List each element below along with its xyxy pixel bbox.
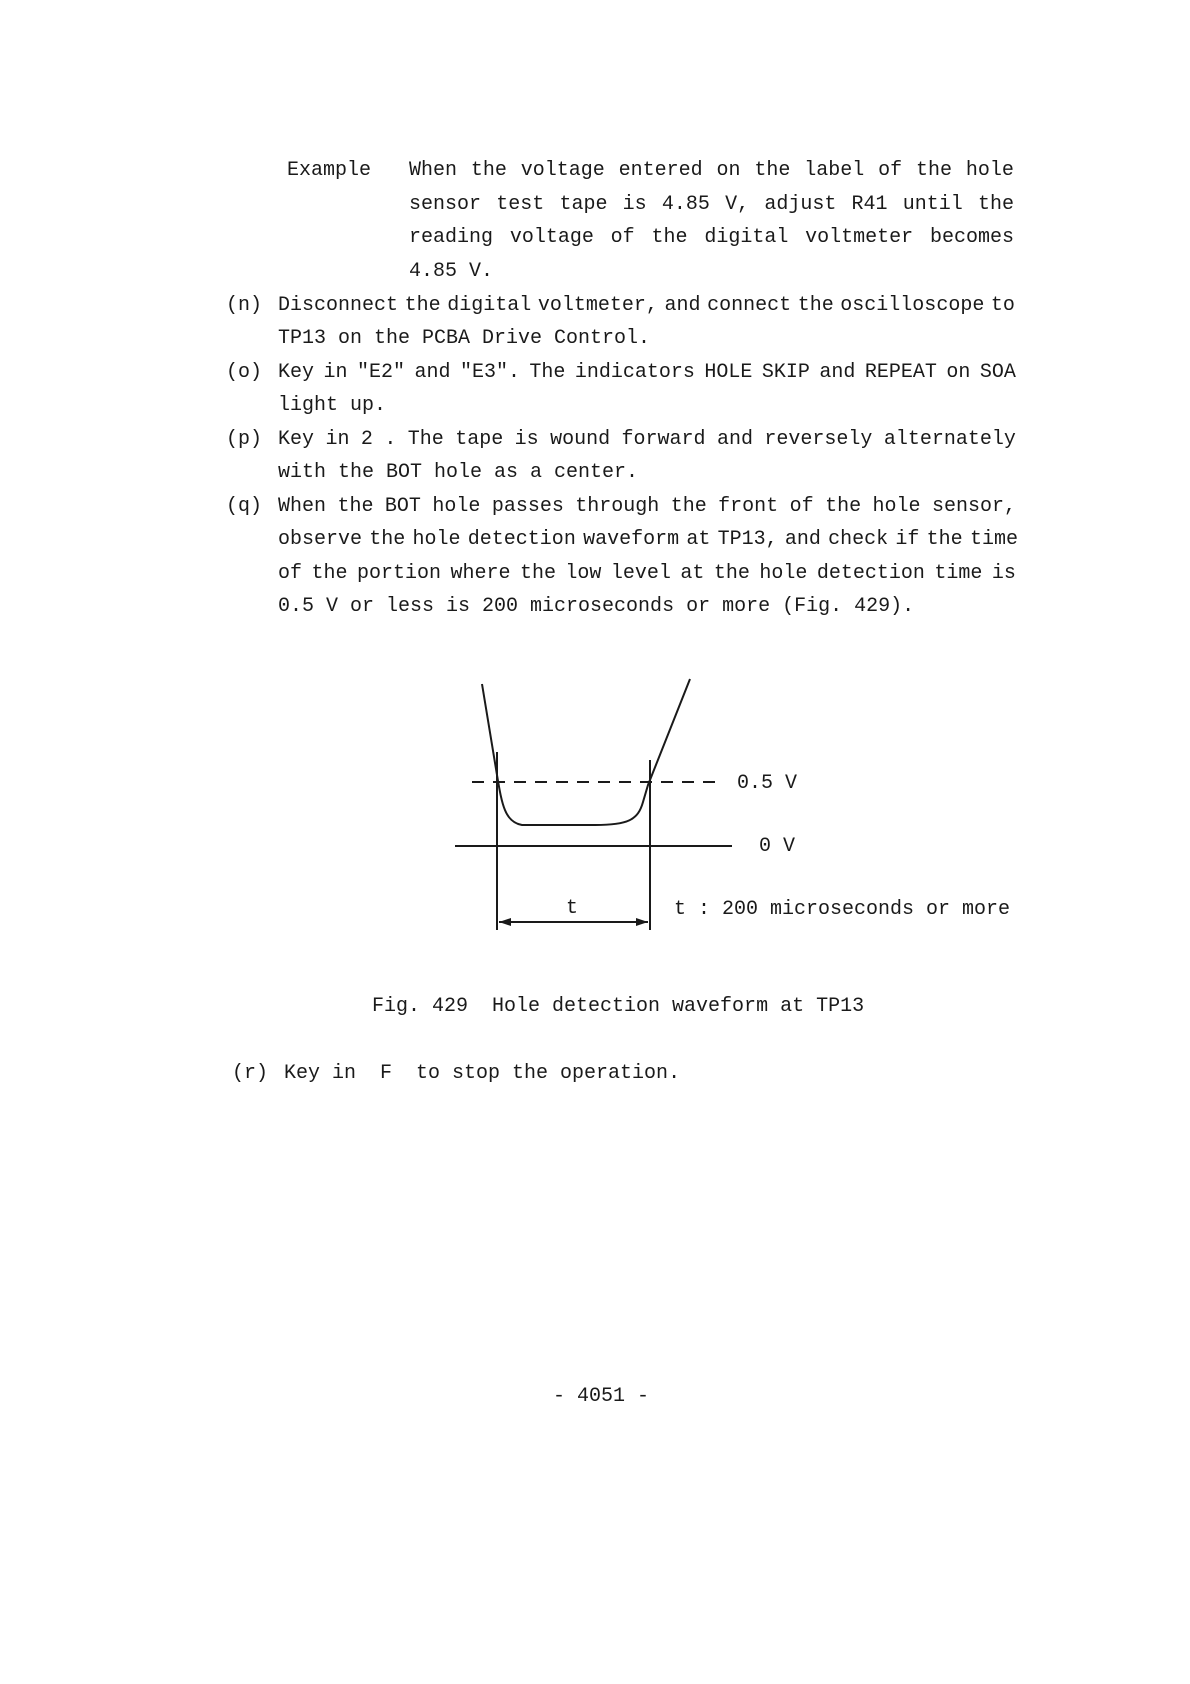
legend-t: t : 200 microseconds or more	[674, 898, 1011, 921]
step-q-line-3: of the portion where the low level at the hole detection time is	[278, 562, 1016, 585]
step-r-text: Key in F to stop the operation.	[284, 1062, 681, 1085]
example-line-1: When the voltage entered on the label of the hole	[409, 159, 1014, 182]
step-marker-q: (q)	[226, 495, 263, 518]
example-line-4: 4.85 V.	[409, 260, 494, 283]
step-marker-o: (o)	[226, 361, 263, 384]
example-label: Example	[287, 159, 372, 182]
step-marker-p: (p)	[226, 428, 263, 451]
example-line-3: reading voltage of the digital voltmeter becomes	[409, 226, 1014, 249]
arrow-right-head	[636, 918, 648, 926]
label-t: t	[566, 897, 579, 920]
label-05v: 0.5 V	[737, 772, 798, 795]
step-p-line-2: with the BOT hole as a center.	[278, 461, 639, 484]
step-marker-n: (n)	[226, 294, 263, 317]
step-q-line-2: observe the hole detection waveform at TP13, and check if the time	[278, 528, 1018, 551]
step-q-line-1: When the BOT hole passes through the front of the hole sensor,	[278, 495, 1016, 518]
figure-caption: Fig. 429 Hole detection waveform at TP13	[372, 995, 865, 1018]
label-0v: 0 V	[759, 835, 796, 858]
step-q-line-4: 0.5 V or less is 200 microseconds or more (Fig. 429).	[278, 595, 915, 618]
step-o-line-1: Key in "E2" and "E3". The indicators HOLE SKIP and REPEAT on SOA	[278, 361, 1016, 384]
example-line-2: sensor test tape is 4.85 V, adjust R41 until the	[409, 193, 1014, 216]
step-o-line-2: light up.	[278, 394, 387, 417]
waveform-curve	[482, 679, 690, 825]
step-p-line-1: Key in 2 . The tape is wound forward and reversely alternately	[278, 428, 1016, 451]
step-marker-r: (r)	[232, 1062, 269, 1085]
arrow-left-head	[499, 918, 511, 926]
page-number: - 4051 -	[553, 1385, 650, 1408]
step-n-line-2: TP13 on the PCBA Drive Control.	[278, 327, 651, 350]
step-n-line-1: Disconnect the digital voltmeter, and connect the oscilloscope to	[278, 294, 1015, 317]
